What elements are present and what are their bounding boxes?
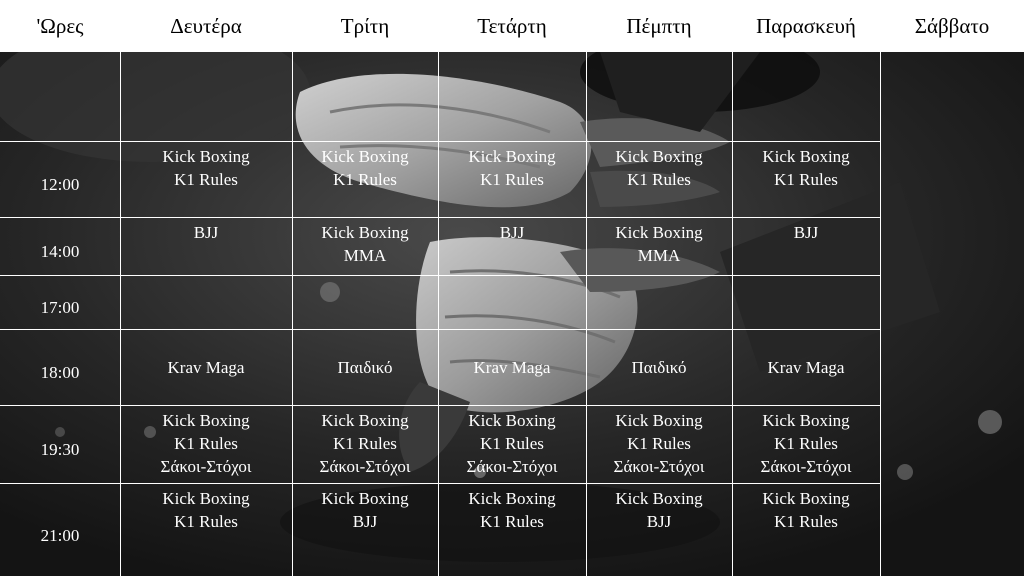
class-cell bbox=[438, 409, 586, 478]
grid-column-divider bbox=[880, 52, 881, 576]
time-slot-label: 17:00 bbox=[40, 298, 80, 317]
day-header-tuesday: Τρίτη bbox=[340, 14, 390, 38]
class-cell bbox=[732, 487, 880, 533]
class-cell bbox=[586, 356, 732, 379]
class-cell bbox=[292, 409, 438, 478]
class-name: BJJ bbox=[793, 223, 819, 242]
day-header-wednesday: Τετάρτη bbox=[477, 14, 547, 38]
class-name: K1 Rules bbox=[174, 512, 238, 531]
class-name: Kick Boxing bbox=[615, 489, 703, 508]
class-name: K1 Rules bbox=[174, 434, 238, 453]
class-cell bbox=[292, 487, 438, 533]
class-name: Kick Boxing bbox=[162, 411, 250, 430]
class-cell bbox=[120, 221, 292, 244]
class-name: MMA bbox=[343, 246, 387, 265]
grid-row-divider bbox=[0, 217, 880, 218]
class-name: Krav Maga bbox=[167, 357, 245, 377]
schedule-grid bbox=[0, 52, 1024, 576]
time-slot-label: 18:00 bbox=[40, 363, 80, 382]
class-cell bbox=[586, 221, 732, 267]
class-name: Σάκοι-Στόχοι bbox=[613, 457, 705, 476]
grid-row-divider bbox=[0, 275, 880, 276]
class-cell bbox=[732, 356, 880, 379]
class-name: K1 Rules bbox=[480, 512, 544, 531]
class-cell bbox=[292, 145, 438, 191]
class-name: K1 Rules bbox=[627, 170, 691, 189]
day-header-thursday: Πέμπτη bbox=[626, 14, 692, 38]
class-name: Σάκοι-Στόχοι bbox=[319, 457, 411, 476]
class-cell bbox=[586, 409, 732, 478]
class-name: K1 Rules bbox=[174, 170, 238, 189]
grid-row-divider bbox=[0, 483, 880, 484]
class-name: Kick Boxing bbox=[468, 411, 556, 430]
class-cell bbox=[438, 356, 586, 379]
class-name: Kick Boxing bbox=[615, 411, 703, 430]
class-name: BJJ bbox=[499, 223, 525, 242]
class-name: K1 Rules bbox=[774, 170, 838, 189]
class-cell bbox=[120, 356, 292, 379]
class-name: K1 Rules bbox=[333, 170, 397, 189]
class-cell bbox=[732, 221, 880, 244]
grid-row-divider bbox=[0, 141, 880, 142]
class-cell bbox=[120, 487, 292, 533]
class-name: Kick Boxing bbox=[321, 489, 409, 508]
class-cell bbox=[292, 356, 438, 379]
class-name: Kick Boxing bbox=[468, 147, 556, 166]
class-name: Kick Boxing bbox=[762, 411, 850, 430]
class-name: Krav Maga bbox=[767, 357, 845, 377]
class-name: Kick Boxing bbox=[321, 147, 409, 166]
class-name: Kick Boxing bbox=[468, 489, 556, 508]
class-cell bbox=[586, 145, 732, 191]
day-header-friday: Παρασκευή bbox=[756, 14, 856, 38]
class-cell bbox=[438, 145, 586, 191]
class-name: Krav Maga bbox=[473, 357, 551, 377]
class-name: Παιδικό bbox=[631, 357, 687, 377]
class-name: Kick Boxing bbox=[615, 223, 703, 242]
class-cell bbox=[292, 221, 438, 267]
class-name: K1 Rules bbox=[774, 512, 838, 531]
class-name: BJJ bbox=[352, 512, 378, 531]
grid-row-divider bbox=[0, 329, 880, 330]
class-name: Kick Boxing bbox=[762, 489, 850, 508]
time-slot-label: 14:00 bbox=[40, 242, 80, 261]
class-name: K1 Rules bbox=[480, 170, 544, 189]
class-cell bbox=[120, 409, 292, 478]
class-cell bbox=[586, 487, 732, 533]
class-name: BJJ bbox=[193, 223, 219, 242]
class-cell bbox=[120, 145, 292, 191]
class-name: Σάκοι-Στόχοι bbox=[760, 457, 852, 476]
class-name: K1 Rules bbox=[774, 434, 838, 453]
class-name: Kick Boxing bbox=[321, 223, 409, 242]
time-slot-label: 12:00 bbox=[40, 175, 80, 194]
time-slot-label: 21:00 bbox=[40, 525, 80, 545]
class-name: Kick Boxing bbox=[321, 411, 409, 430]
schedule-header bbox=[0, 0, 1024, 52]
class-name: Σάκοι-Στόχοι bbox=[160, 457, 252, 476]
class-name: K1 Rules bbox=[333, 434, 397, 453]
time-slot-label: 19:30 bbox=[40, 440, 80, 459]
hours-column-header: 'Ωρες bbox=[36, 14, 84, 38]
grid-row-divider bbox=[0, 405, 880, 406]
class-cell bbox=[438, 221, 586, 244]
class-name: Kick Boxing bbox=[162, 147, 250, 166]
class-name: Kick Boxing bbox=[615, 147, 703, 166]
class-name: MMA bbox=[637, 246, 681, 265]
class-cell bbox=[732, 145, 880, 191]
class-name: Kick Boxing bbox=[162, 489, 250, 508]
class-cell bbox=[438, 487, 586, 533]
class-name: Παιδικό bbox=[337, 357, 393, 377]
day-header-saturday: Σάββατο bbox=[914, 14, 990, 38]
class-name: Kick Boxing bbox=[762, 147, 850, 166]
class-cell bbox=[732, 409, 880, 478]
class-name: Σάκοι-Στόχοι bbox=[466, 457, 558, 476]
class-name: K1 Rules bbox=[627, 434, 691, 453]
class-name: K1 Rules bbox=[480, 434, 544, 453]
day-header-monday: Δευτέρα bbox=[170, 14, 242, 38]
class-name: BJJ bbox=[646, 512, 672, 531]
